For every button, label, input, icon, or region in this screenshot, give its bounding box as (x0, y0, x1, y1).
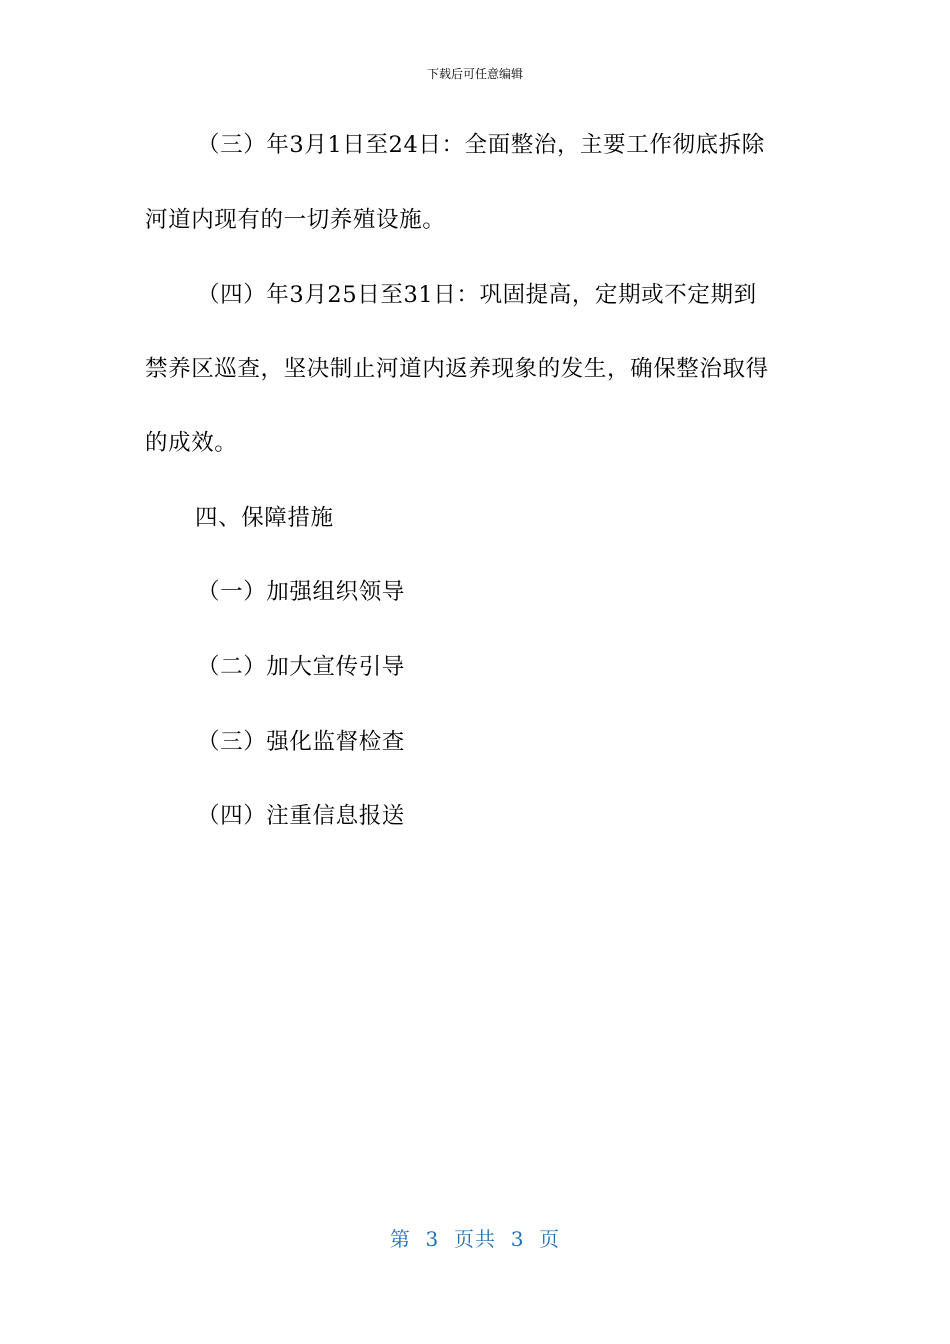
paragraph-line: 的成效。 (145, 430, 238, 456)
page-number-footer: 第 3 页共 3 页 (389, 1227, 561, 1251)
paragraph-line: （三）年3月1日至24日：全面整治，主要工作彻底拆除 (197, 132, 765, 158)
list-item: （三）强化监督检查 (197, 729, 405, 755)
paragraph-line: （四）年3月25日至31日：巩固提高，定期或不定期到 (197, 282, 757, 308)
list-item: （一）加强组织领导 (197, 579, 405, 605)
list-item: （四）注重信息报送 (197, 803, 405, 829)
section-heading: 四、保障措施 (195, 505, 334, 531)
paragraph-line: 禁养区巡查，坚决制止河道内返养现象的发生，确保整治取得 (145, 356, 769, 382)
paragraph-line: 河道内现有的一切养殖设施。 (145, 207, 446, 233)
page-header: 下载后可任意编辑 (426, 67, 523, 81)
list-item: （二）加大宣传引导 (197, 654, 405, 680)
